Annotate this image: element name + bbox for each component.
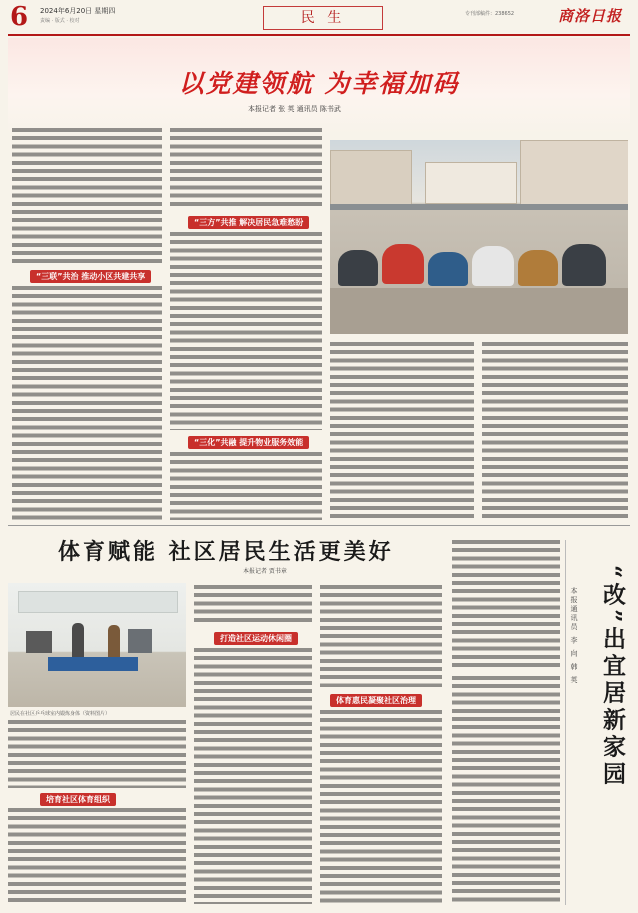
article2-col1-text-2 — [8, 808, 186, 904]
issue-date: 2024年6月20日 星期四 — [40, 7, 116, 15]
article2-col3-text-2 — [320, 710, 442, 904]
editor-credits: 责编 · 版式 · 校对 — [40, 18, 80, 24]
article3-text-top — [452, 540, 560, 668]
header-rule — [8, 34, 630, 36]
pingpong-room-photo — [8, 583, 186, 707]
photo-caption: 居民在社区乒乓球室内锻炼身体（资料图片） — [10, 711, 111, 717]
contact-line: 专刊部稿件：238652 — [465, 11, 515, 17]
article1-col2-text — [170, 128, 322, 210]
article3-text-bottom — [452, 676, 560, 904]
article1-subhead-2: “三方”共推 解决居民急难愁盼 — [188, 216, 309, 229]
article1-subhead-3: “三化”共融 提升物业服务效能 — [188, 436, 309, 449]
article2-headline: 体育赋能 社区居民生活更美好 — [58, 539, 394, 565]
page-number: 6 — [10, 2, 29, 32]
article1-col1-text — [12, 128, 162, 266]
section-divider — [8, 525, 630, 526]
article1-col3-text — [330, 342, 474, 520]
article3-byline: 本报通讯员 李 向 韩 英 — [570, 587, 578, 685]
article1-col1-text-2 — [12, 286, 162, 520]
column-divider — [565, 540, 566, 905]
article2-col2-text-2 — [194, 648, 312, 904]
article1-byline: 本报记者 张 英 通讯员 陈书武 — [248, 105, 341, 113]
article2-subhead-1: 培育社区体育组织 — [40, 793, 116, 806]
article1-headline: 以党建领航 为幸福加码 — [178, 69, 460, 98]
article2-subhead-2: 打造社区运动休闲圈 — [214, 632, 298, 645]
article1-col2-text-2 — [170, 232, 322, 430]
article2-col3-text — [320, 585, 442, 687]
article2-col1-text — [8, 720, 186, 788]
section-title: 民 生 — [263, 6, 383, 30]
article2-byline: 本报记者 贾书章 — [243, 568, 287, 575]
article2-col2-text — [194, 585, 312, 625]
parking-shed-photo — [330, 140, 628, 334]
article1-col4-text — [482, 342, 628, 520]
article1-col2-text-3 — [170, 452, 322, 520]
article1-subhead-1: “三联”共治 推动小区共建共享 — [30, 270, 151, 283]
article3-headline: “改”出宜居新家园 — [599, 565, 626, 789]
article2-subhead-3: 体育惠民凝聚社区治理 — [330, 694, 422, 707]
newspaper-logo: 商洛日报 — [558, 7, 623, 25]
